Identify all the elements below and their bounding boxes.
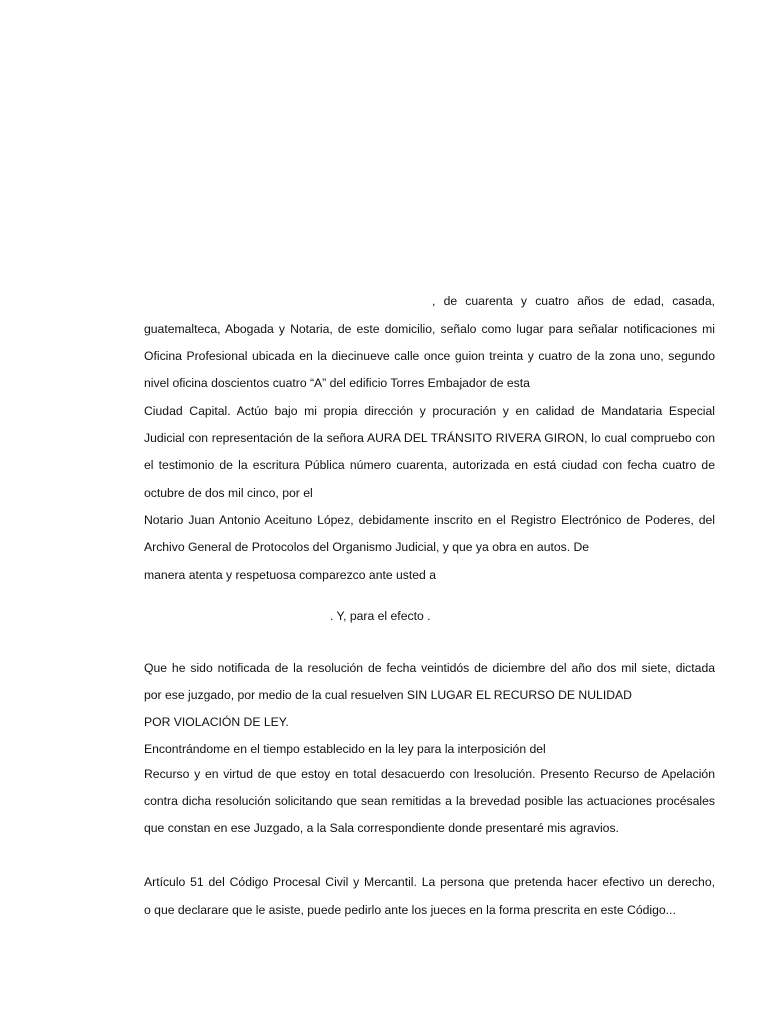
text-line: Judicial con representación de la señora AURA DEL TRÁNSITO RIVERA GIRON, lo cual compruebo con — [144, 431, 715, 445]
text-line: Oficina Profesional ubicada en la diecinueve calle once guion treinta y cuatro de la zona uno, segundo — [144, 349, 715, 363]
text-line: , de cuarenta y cuatro años de edad, casada, — [432, 294, 715, 308]
text-line: Ciudad Capital. Actúo bajo mi propia dirección y procuración y en calidad de Mandataria Especial — [144, 404, 715, 418]
text-line: manera atenta y respetuosa comparezco ante usted a — [144, 568, 437, 582]
text-line: que constan en ese Juzgado, a la Sala correspondiente donde presentaré mis agravios. — [144, 821, 619, 835]
text-line: nivel oficina doscientos cuatro “A” del edificio Torres Embajador de esta — [144, 376, 530, 390]
text-line: Artículo 51 del Código Procesal Civil y Mercantil. La persona que pretenda hacer efectivo un derecho, — [144, 875, 715, 889]
text-line: POR VIOLACIÓN DE LEY. — [144, 715, 289, 729]
text-line: o que declarare que le asiste, puede pedirlo ante los jueces en la forma prescrita en este Código... — [144, 903, 676, 917]
text-line: octubre de dos mil cinco, por el — [144, 486, 313, 500]
text-line: contra dicha resolución solicitando que sean remitidas a la brevedad posible las actuaciones procésales — [144, 794, 715, 808]
text-line: Encontrándome en el tiempo establecido en la ley para la interposición del — [144, 742, 546, 756]
text-line: guatemalteca, Abogada y Notaria, de este domicilio, señalo como lugar para señalar notificaciones mi — [144, 322, 715, 336]
text-line: por ese juzgado, por medio de la cual resuelven SIN LUGAR EL RECURSO DE NULIDAD — [144, 688, 632, 702]
text-line: Notario Juan Antonio Aceituno López, debidamente inscrito en el Registro Electrónico de Poderes, del — [144, 513, 715, 527]
text-line: Archivo General de Protocolos del Organismo Judicial, y que ya obra en autos. De — [144, 540, 590, 554]
effect-line: . Y, para el efecto . — [330, 609, 431, 623]
text-line: el testimonio de la escritura Pública número cuarenta, autorizada en está ciudad con fecha cuatro de — [144, 458, 715, 472]
text-line: Que he sido notificada de la resolución de fecha veintidós de diciembre del año dos mil siete, dictada — [144, 661, 715, 675]
text-line: Recurso y en virtud de que estoy en total desacuerdo con lresolución. Presento Recurso de Apelación — [144, 767, 715, 781]
